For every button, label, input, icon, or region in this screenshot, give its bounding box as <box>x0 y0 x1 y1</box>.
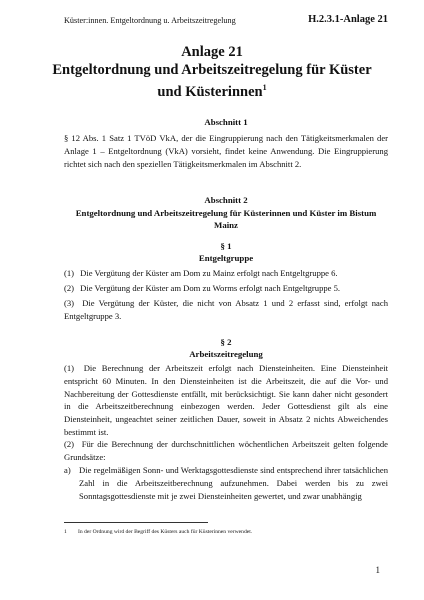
footnote <box>64 529 252 535</box>
item-number: (3) <box>64 298 75 308</box>
item-number: (1) <box>64 363 75 373</box>
list-item <box>64 297 388 323</box>
footnote-number: 1 <box>64 529 67 535</box>
footnote-text: In der Ordnung wird der Begriff des Küsters auch für Küsterinnen verwendet. <box>78 529 253 535</box>
footnote-divider <box>64 522 208 523</box>
paragraph-2-number: § 2 <box>220 337 232 347</box>
section-2-heading: Abschnitt 2 <box>204 195 248 205</box>
running-header-number: H.2.3.1-Anlage 21 <box>308 14 388 25</box>
page-number: 1 <box>375 565 380 575</box>
document-title: Anlage 21 <box>181 44 243 60</box>
list-item <box>64 362 388 439</box>
sub-item-label: a) <box>64 465 71 475</box>
document-subtitle-text: Entgeltordnung und Arbeitszeitregelung für Küster und Küsterinnen <box>52 62 372 100</box>
sub-list-item <box>64 464 388 502</box>
item-text: Die Vergütung der Küster, die nicht von Absatz 1 und 2 erfasst sind, erfolgt nach Entgeltgruppe 3. <box>64 298 388 321</box>
item-number: (2) <box>64 439 75 449</box>
item-text: Für die Berechnung der durchschnittlichen wöchentlichen Arbeitszeit gelten folgende Grundsätze: <box>64 439 388 462</box>
list-item <box>64 282 388 295</box>
paragraph-1-heading: Entgeltgruppe <box>198 253 254 263</box>
section-1-text: § 12 Abs. 1 Satz 1 TVöD VkA, der die Eingruppierung nach den Tätigkeitsmerkmalen der Anlage 1 – Entgeltordnung (VkA) vorsieht, findet keine Anwendung. Die Eingruppierung richtet sich nach den speziellen Tätigkeitsmerkmalen im Abschnitt 2. <box>64 133 388 169</box>
item-text: Die Berechnung der Arbeitszeit erfolgt nach Diensteinheiten. Eine Diensteinheit entspricht 60 Minuten. In den Diensteinheiten ist die Arbeitszeit, die auf die Vor- und Nachbereitung der Gottesdienste entfällt, mit berücksichtigt. Sie kann daher nicht gesondert in die Arbeitszeitberechnung einbezogen werden. Jeder Gottesdienst gilt als eine Diensteinheit, ungeachtet seiner zeitlichen Dauer, soweit in Absatz 2 nichts Abweichendes bestimmt ist. <box>64 363 388 437</box>
running-header-title: Küster:innen. Entgeltordnung u. Arbeitszeitregelung <box>64 16 236 25</box>
item-text: Die Vergütung der Küster am Dom zu Worms erfolgt nach Entgeltgruppe 5. <box>80 283 341 293</box>
section-1-heading: Abschnitt 1 <box>204 117 248 127</box>
item-number: (1) <box>64 268 75 278</box>
item-text: Die Vergütung der Küster am Dom zu Mainz erfolgt nach Entgeltgruppe 6. <box>80 268 338 278</box>
item-number: (2) <box>64 283 75 293</box>
sub-item-text: Die regelmäßigen Sonn- und Werktagsgottesdienste sind entsprechend ihrer tatsächlichen Zahl in die Arbeitszeitberechnung aufzunehmen. Dabei werden bis zu zwei Sonntagsgottesdienste mit je zwei Diensteinheiten gewertet, und zwar unabhängig <box>79 465 388 501</box>
paragraph-1-number: § 1 <box>220 241 232 251</box>
paragraph-2-heading: Arbeitszeitregelung <box>189 349 263 359</box>
section-2-subheading: Entgeltordnung und Arbeitszeitregelung für Küsterinnen und Küster im Bistum Mainz <box>75 208 377 230</box>
footnote-reference: 1 <box>262 83 267 92</box>
list-item <box>64 267 388 280</box>
document-subtitle <box>40 62 384 101</box>
list-item <box>64 438 388 464</box>
